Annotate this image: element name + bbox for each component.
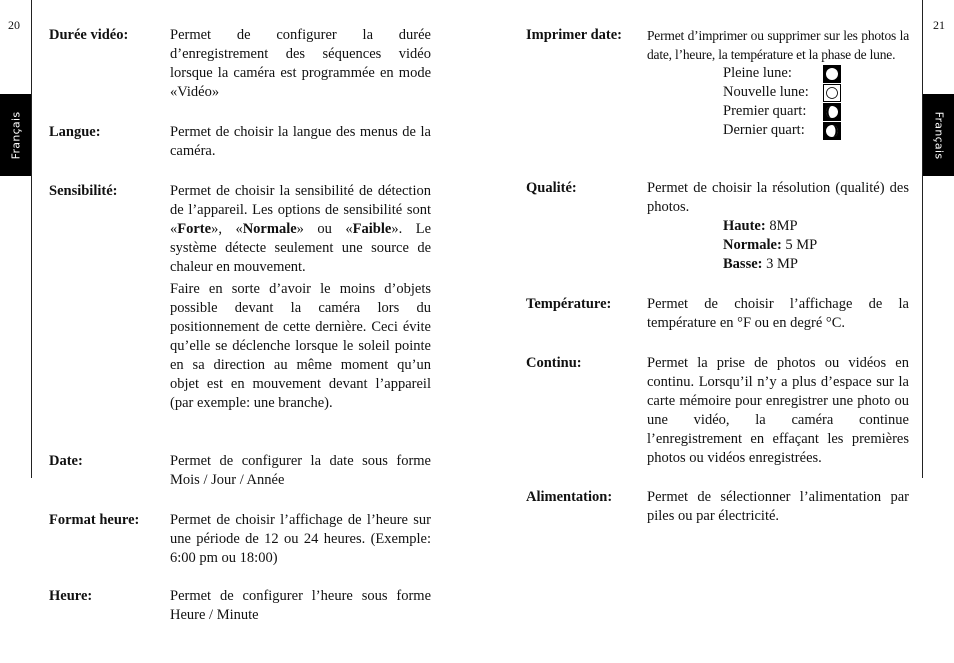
desc-part: ». Le système détecte seulement une source de chaleur en mouvement. <box>170 221 432 275</box>
option-forte: Forte <box>177 221 212 237</box>
quality-option <box>723 255 909 274</box>
option-faible: Faible <box>352 221 392 237</box>
term: Sensibilité: <box>49 183 118 199</box>
desc-text <box>170 182 431 277</box>
option-value: 3 MP <box>766 256 798 272</box>
language-tab-label: Français <box>9 111 22 159</box>
moon-phase-label: Dernier quart: <box>723 122 805 138</box>
desc-part: » ou « <box>296 221 353 237</box>
desc-text: Permet de choisir la résolution (qualité) des photos. <box>647 180 909 215</box>
page-number-right: 21 <box>933 18 945 32</box>
language-tab-right <box>923 94 954 176</box>
desc-text: Permet de choisir l’affichage de l’heure sur une période de 12 ou 24 heures. (Exemple: 6:00 pm ou 18:00) <box>170 512 431 566</box>
moon-phase-item <box>723 121 909 140</box>
option-normale: Normale <box>242 221 297 237</box>
quality-option <box>723 217 909 236</box>
quality-options <box>723 217 909 274</box>
term: Imprimer date: <box>526 27 622 43</box>
term: Continu: <box>526 355 582 371</box>
language-tab-label: Français <box>932 111 945 159</box>
term: Heure: <box>49 588 93 604</box>
moon-phase-item <box>723 83 909 102</box>
option-name: Normale: <box>723 237 782 253</box>
moon-phase-label: Premier quart: <box>723 103 807 119</box>
option-name: Basse: <box>723 256 763 272</box>
desc-text: Permet de choisir l’affichage de la température en °F ou en degré °C. <box>647 296 909 331</box>
page-number-left: 20 <box>8 18 20 32</box>
term: Température: <box>526 296 612 312</box>
desc-part: », « <box>211 221 243 237</box>
term: Qualité: <box>526 180 577 196</box>
left-margin-rule <box>31 0 32 478</box>
desc-part: Permet de choisir la sensibilité de détection de l’appareil. Les options de sensibilité sont « <box>170 183 431 237</box>
first-quarter-icon <box>823 103 841 121</box>
moon-phase-label: Nouvelle lune: <box>723 84 809 100</box>
moon-phase-item <box>723 102 909 121</box>
moon-phase-item <box>723 64 909 83</box>
description <box>647 354 909 468</box>
full-moon-icon <box>823 65 841 83</box>
description <box>647 488 909 526</box>
desc-text: Permet de sélectionner l’alimentation par piles ou par électricité. <box>647 489 909 524</box>
description <box>647 26 909 140</box>
right-margin-rule <box>922 0 923 478</box>
term: Date: <box>49 453 83 469</box>
moon-phase-label: Pleine lune: <box>723 65 792 81</box>
quality-option <box>723 236 909 255</box>
description <box>170 511 431 568</box>
option-name: Haute: <box>723 218 766 234</box>
description <box>647 295 909 333</box>
last-quarter-icon <box>823 122 841 140</box>
term: Langue: <box>49 124 101 140</box>
description <box>170 452 431 490</box>
desc-text: Permet de configurer la durée d’enregistrement des séquences vidéo lorsque la caméra est programmée en mode «Vidéo» <box>170 27 431 100</box>
desc-text: Permet de choisir la langue des menus de la caméra. <box>170 124 431 159</box>
new-moon-icon <box>823 84 841 102</box>
language-tab-left <box>0 94 31 176</box>
desc-text: Permet de configurer la date sous forme Mois / Jour / Année <box>170 453 431 488</box>
description <box>170 123 431 161</box>
description <box>170 182 431 413</box>
desc-note: Faire en sorte d’avoir le moins d’objets possible devant la caméra lors du positionnement de cette dernière. Ceci évite qu’elle se déclenche lorsque le soleil pointe en sa direction au même moment qu’un objet est en mouvement devant l’appareil (par exemple: une branche). <box>170 281 431 411</box>
term: Format heure: <box>49 512 140 528</box>
desc-text: Permet d’imprimer ou supprimer sur les photos la date, l’heure, la température et la phase de lune. <box>647 28 909 62</box>
term: Durée vidéo: <box>49 27 129 43</box>
term: Alimentation: <box>526 489 613 505</box>
option-value: 8MP <box>769 218 798 234</box>
desc-text: Permet la prise de photos ou vidéos en continu. Lorsqu’il n’y a plus d’espace sur la carte mémoire pour enregistrer une photo ou une vidéo, la caméra continue l’enregistrement en effaçant les premières photos ou vidéos enregistrées. <box>647 355 909 466</box>
moon-phase-list <box>723 64 909 140</box>
description <box>170 587 431 625</box>
desc-text: Permet de configurer l’heure sous forme Heure / Minute <box>170 588 431 623</box>
description <box>170 26 431 102</box>
description <box>647 179 909 274</box>
option-value: 5 MP <box>785 237 818 253</box>
